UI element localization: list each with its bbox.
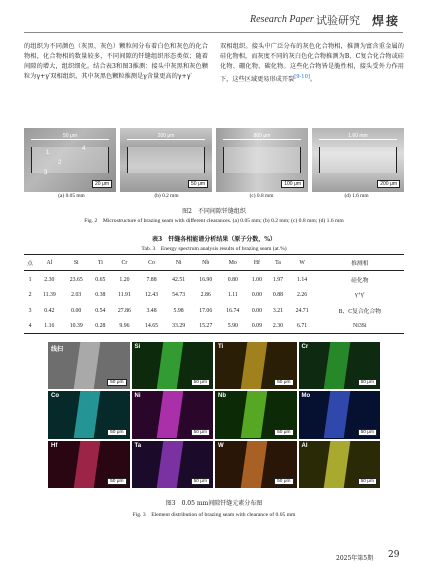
table-cell: 0.42 xyxy=(44,307,55,314)
element-label: Al xyxy=(301,442,308,449)
column-header: Ni xyxy=(165,255,192,271)
element-label: Ti xyxy=(218,344,224,350)
table-cell: 3.21 xyxy=(272,307,284,314)
table-cell: 33.29 xyxy=(165,319,192,334)
header-rule xyxy=(24,32,403,33)
table-cell: 5.90 xyxy=(219,319,246,334)
table-cell: 1 xyxy=(28,276,32,283)
element-map xyxy=(132,391,214,438)
figure-3-caption-en: Fig. 3 Element distribution of brazing seam with clearance of 0.05 mm xyxy=(132,512,296,518)
table-cell: 1.00 xyxy=(251,276,262,283)
table-cell: Ni3Si xyxy=(316,319,404,334)
scale-bar: 50 μm xyxy=(191,429,210,436)
column-header: Si xyxy=(63,255,90,271)
seam-band xyxy=(319,147,396,173)
element-map xyxy=(48,441,130,488)
table-cell: 54.73 xyxy=(172,292,186,298)
element-label: Nb xyxy=(218,393,226,400)
scale-bar: 50 μm xyxy=(274,429,293,436)
element-map xyxy=(215,441,297,488)
table-cell: 1.20 xyxy=(119,276,130,283)
section-label-cn: 试验研究 xyxy=(316,14,360,27)
element-label: Ni xyxy=(134,393,141,400)
journal-logo: 焊接 xyxy=(372,14,401,28)
subcaption: (b) 0.2 mm xyxy=(154,193,179,199)
element-map xyxy=(48,342,130,389)
element-map xyxy=(299,342,381,389)
table-cell: 27.86 xyxy=(117,307,131,314)
scale-bar: 20 μm xyxy=(92,180,112,188)
table-cell: 9.96 xyxy=(111,319,138,334)
element-map xyxy=(299,441,381,488)
table-3-title-cn: 表3 钎缝各相能谱分析结果（原子分数，%） xyxy=(152,236,276,243)
table-cell: 0.00 xyxy=(71,307,82,314)
scale-bar: 50 μm xyxy=(358,379,377,386)
table-cell: 7.88 xyxy=(146,276,157,283)
table-cell: 15.27 xyxy=(192,319,219,334)
scale-bar: 50 μm xyxy=(107,429,126,436)
seam-streak xyxy=(73,441,100,488)
seam-streak xyxy=(157,391,184,438)
table-cell: B、C复合化合物 xyxy=(338,309,382,315)
point-label: 3 xyxy=(44,170,48,176)
micrograph-b xyxy=(120,128,212,192)
table-cell: 12.43 xyxy=(145,292,159,298)
table-cell: 5.98 xyxy=(173,307,184,314)
seam-streak xyxy=(324,391,351,438)
table-cell: 3 xyxy=(28,307,32,314)
citation-link[interactable]: [9-10] xyxy=(294,74,310,80)
table-cell: 17.06 xyxy=(199,307,213,314)
scale-bar: 50 μm xyxy=(358,429,377,436)
page-number: 29 xyxy=(388,550,400,560)
table-cell: 0.00 xyxy=(251,292,262,298)
width-label: 1.60 mm xyxy=(319,133,396,140)
column-header: W xyxy=(289,255,316,271)
table-cell: 2.30 xyxy=(267,319,288,334)
element-map xyxy=(299,391,381,438)
scale-bar: 50 μm xyxy=(274,379,293,386)
seam-streak xyxy=(240,391,267,438)
table-cell: 16.90 xyxy=(199,276,213,283)
table-cell: 2.86 xyxy=(200,292,211,298)
table-cell: 10.39 xyxy=(63,319,90,334)
table-cell: 1.11 xyxy=(227,292,238,298)
element-label: Cr xyxy=(301,344,309,350)
table-cell: 4 xyxy=(24,319,36,334)
column-header: Nb xyxy=(192,255,219,271)
seam-streak xyxy=(73,391,100,438)
scale-bar: 50 μm xyxy=(358,478,377,485)
element-label: Si xyxy=(134,344,141,350)
seam-streak xyxy=(157,342,184,389)
table-cell: 0.38 xyxy=(95,292,106,298)
table-cell: 16.74 xyxy=(226,307,240,314)
subcaption: (c) 0.8 mm xyxy=(249,193,274,199)
element-map xyxy=(215,342,297,389)
subcaption: (d) 1.6 mm xyxy=(344,193,369,199)
table-cell: 42.51 xyxy=(172,276,186,283)
element-map xyxy=(48,391,130,438)
micrograph-c xyxy=(216,128,308,192)
issue-label: 2025年第5期 xyxy=(336,555,374,562)
column-header: Hf xyxy=(246,255,267,271)
table-cell: 2.26 xyxy=(297,292,308,298)
column-header: Ti xyxy=(90,255,111,271)
table-cell: 14.65 xyxy=(138,319,165,334)
column-header: 点 xyxy=(24,255,36,271)
scale-bar: 50 μm xyxy=(188,180,208,188)
table-3 xyxy=(24,254,404,334)
micrograph-d xyxy=(312,128,404,192)
table-cell: 2 xyxy=(28,292,32,298)
point-label: 4 xyxy=(82,146,86,152)
element-map xyxy=(215,391,297,438)
element-label: Hf xyxy=(51,442,58,449)
paragraph-right: 双相组织。接头中广泛分布的灰色化合物相，推测为富含重金属的硅化物相，而灰度不同的灰白色化合物推测为B、C复合化合物或硅化物、硼化物、碳化物。这些化合物皆是脆性相，接头受外力作用下，这些区域更易形成开裂[9-10]。 xyxy=(220,43,404,84)
width-label: 800 μm xyxy=(223,133,300,140)
table-cell: 11.91 xyxy=(118,292,131,298)
table-cell: 2.03 xyxy=(71,292,82,298)
table-cell: 1.97 xyxy=(272,276,284,283)
seam-streak xyxy=(73,342,100,389)
column-header: Al xyxy=(36,255,63,271)
figure-3-element-maps xyxy=(48,342,380,488)
table-cell: 0.54 xyxy=(95,307,106,314)
seam-streak xyxy=(324,342,351,389)
table-row xyxy=(24,319,404,334)
scale-bar: 200 μm xyxy=(377,180,400,188)
table-cell: 2.30 xyxy=(44,276,55,283)
point-label: 2 xyxy=(58,160,62,166)
seam-streak xyxy=(157,441,184,488)
seam-streak xyxy=(240,441,267,488)
element-label: Co xyxy=(51,393,59,400)
table-cell: 0.00 xyxy=(251,307,262,314)
column-header: Ta xyxy=(267,255,288,271)
figure-2-caption-en: Fig. 2 Microstructure of brazing seam with different clearances. (a) 0.05 mm; (b) 0.2 mm; (c) 0.8 mm; (d) 1.6 mm xyxy=(84,218,344,224)
table-header-row xyxy=(24,255,404,271)
point-label: 1 xyxy=(46,150,50,156)
scale-bar: 50 μm xyxy=(107,478,126,485)
table-cell: 0.28 xyxy=(90,319,111,334)
seam-streak xyxy=(324,441,351,488)
width-label: 200 μm xyxy=(127,133,204,140)
figure-2-caption-cn: 图2 不同间隙钎缝组织 xyxy=(182,208,246,215)
scale-bar: 100 μm xyxy=(281,180,304,188)
table-cell: 1.16 xyxy=(36,319,63,334)
element-map xyxy=(132,441,214,488)
seam-band xyxy=(31,147,108,173)
column-header: Cr xyxy=(111,255,138,271)
subcaption: (a) 0.05 mm xyxy=(58,193,85,199)
table-cell: 3.48 xyxy=(146,307,157,314)
table-cell: 0.65 xyxy=(95,276,106,283)
section-label-en: Research Paper xyxy=(250,14,314,25)
element-label: W xyxy=(218,442,224,449)
scale-bar: 50 μm xyxy=(191,478,210,485)
scale-bar: 50 μm xyxy=(107,379,126,386)
column-header: 推测相 xyxy=(316,255,404,271)
table-cell: γ+γ′ xyxy=(354,292,365,298)
element-label: Ta xyxy=(134,442,142,449)
micrograph-a xyxy=(24,128,116,192)
table-row xyxy=(24,288,404,302)
element-label: Mo xyxy=(301,393,311,400)
figure-2-subcaptions xyxy=(24,193,404,199)
seam-band xyxy=(223,147,300,173)
table-cell: 1.14 xyxy=(297,276,308,283)
body-text-left xyxy=(24,42,208,82)
scale-bar: 50 μm xyxy=(191,379,210,386)
seam-streak xyxy=(240,342,267,389)
table-row xyxy=(24,271,404,289)
table-cell: 24.71 xyxy=(295,307,309,314)
element-label: 线扫 xyxy=(51,347,64,353)
table-row xyxy=(24,302,404,319)
table-cell: 6.71 xyxy=(289,319,316,334)
scale-bar: 50 μm xyxy=(274,478,293,485)
body-text-right xyxy=(220,42,404,85)
table-cell: 0.09 xyxy=(246,319,267,334)
paragraph-left: 的组织为不同颜色（灰黑、灰色）颗粒间分布着白色和灰色的化合物相，化合物相的数量较多，不同间隙的钎缝组织形态类似；随着间隙的增大，组织细化。结合表3和图3推测：接头中灰黑和灰色颗粒为γ+γ′双相组织，其中灰黑色颗粒推测是γ含量更高的γ+γ′ xyxy=(24,43,208,80)
seam-band xyxy=(127,147,204,173)
figure-3-caption-cn: 图3 0.05 mm间隙钎缝元素分布图 xyxy=(165,500,263,507)
table-cell: 0.88 xyxy=(272,292,284,298)
table-cell: 23.65 xyxy=(69,276,83,283)
table-cell: 硅化物 xyxy=(351,278,369,284)
column-header: Mo xyxy=(219,255,246,271)
table-cell: 11.39 xyxy=(42,292,56,298)
width-label: 50 μm xyxy=(31,133,108,140)
table-cell: 0.80 xyxy=(227,276,238,283)
element-map xyxy=(132,342,214,389)
column-header: Co xyxy=(138,255,165,271)
table-3-title-en: Tab. 3 Energy spectrum analysis results of brazing seam (at.%) xyxy=(141,246,287,252)
figure-2-micrographs xyxy=(24,128,404,192)
